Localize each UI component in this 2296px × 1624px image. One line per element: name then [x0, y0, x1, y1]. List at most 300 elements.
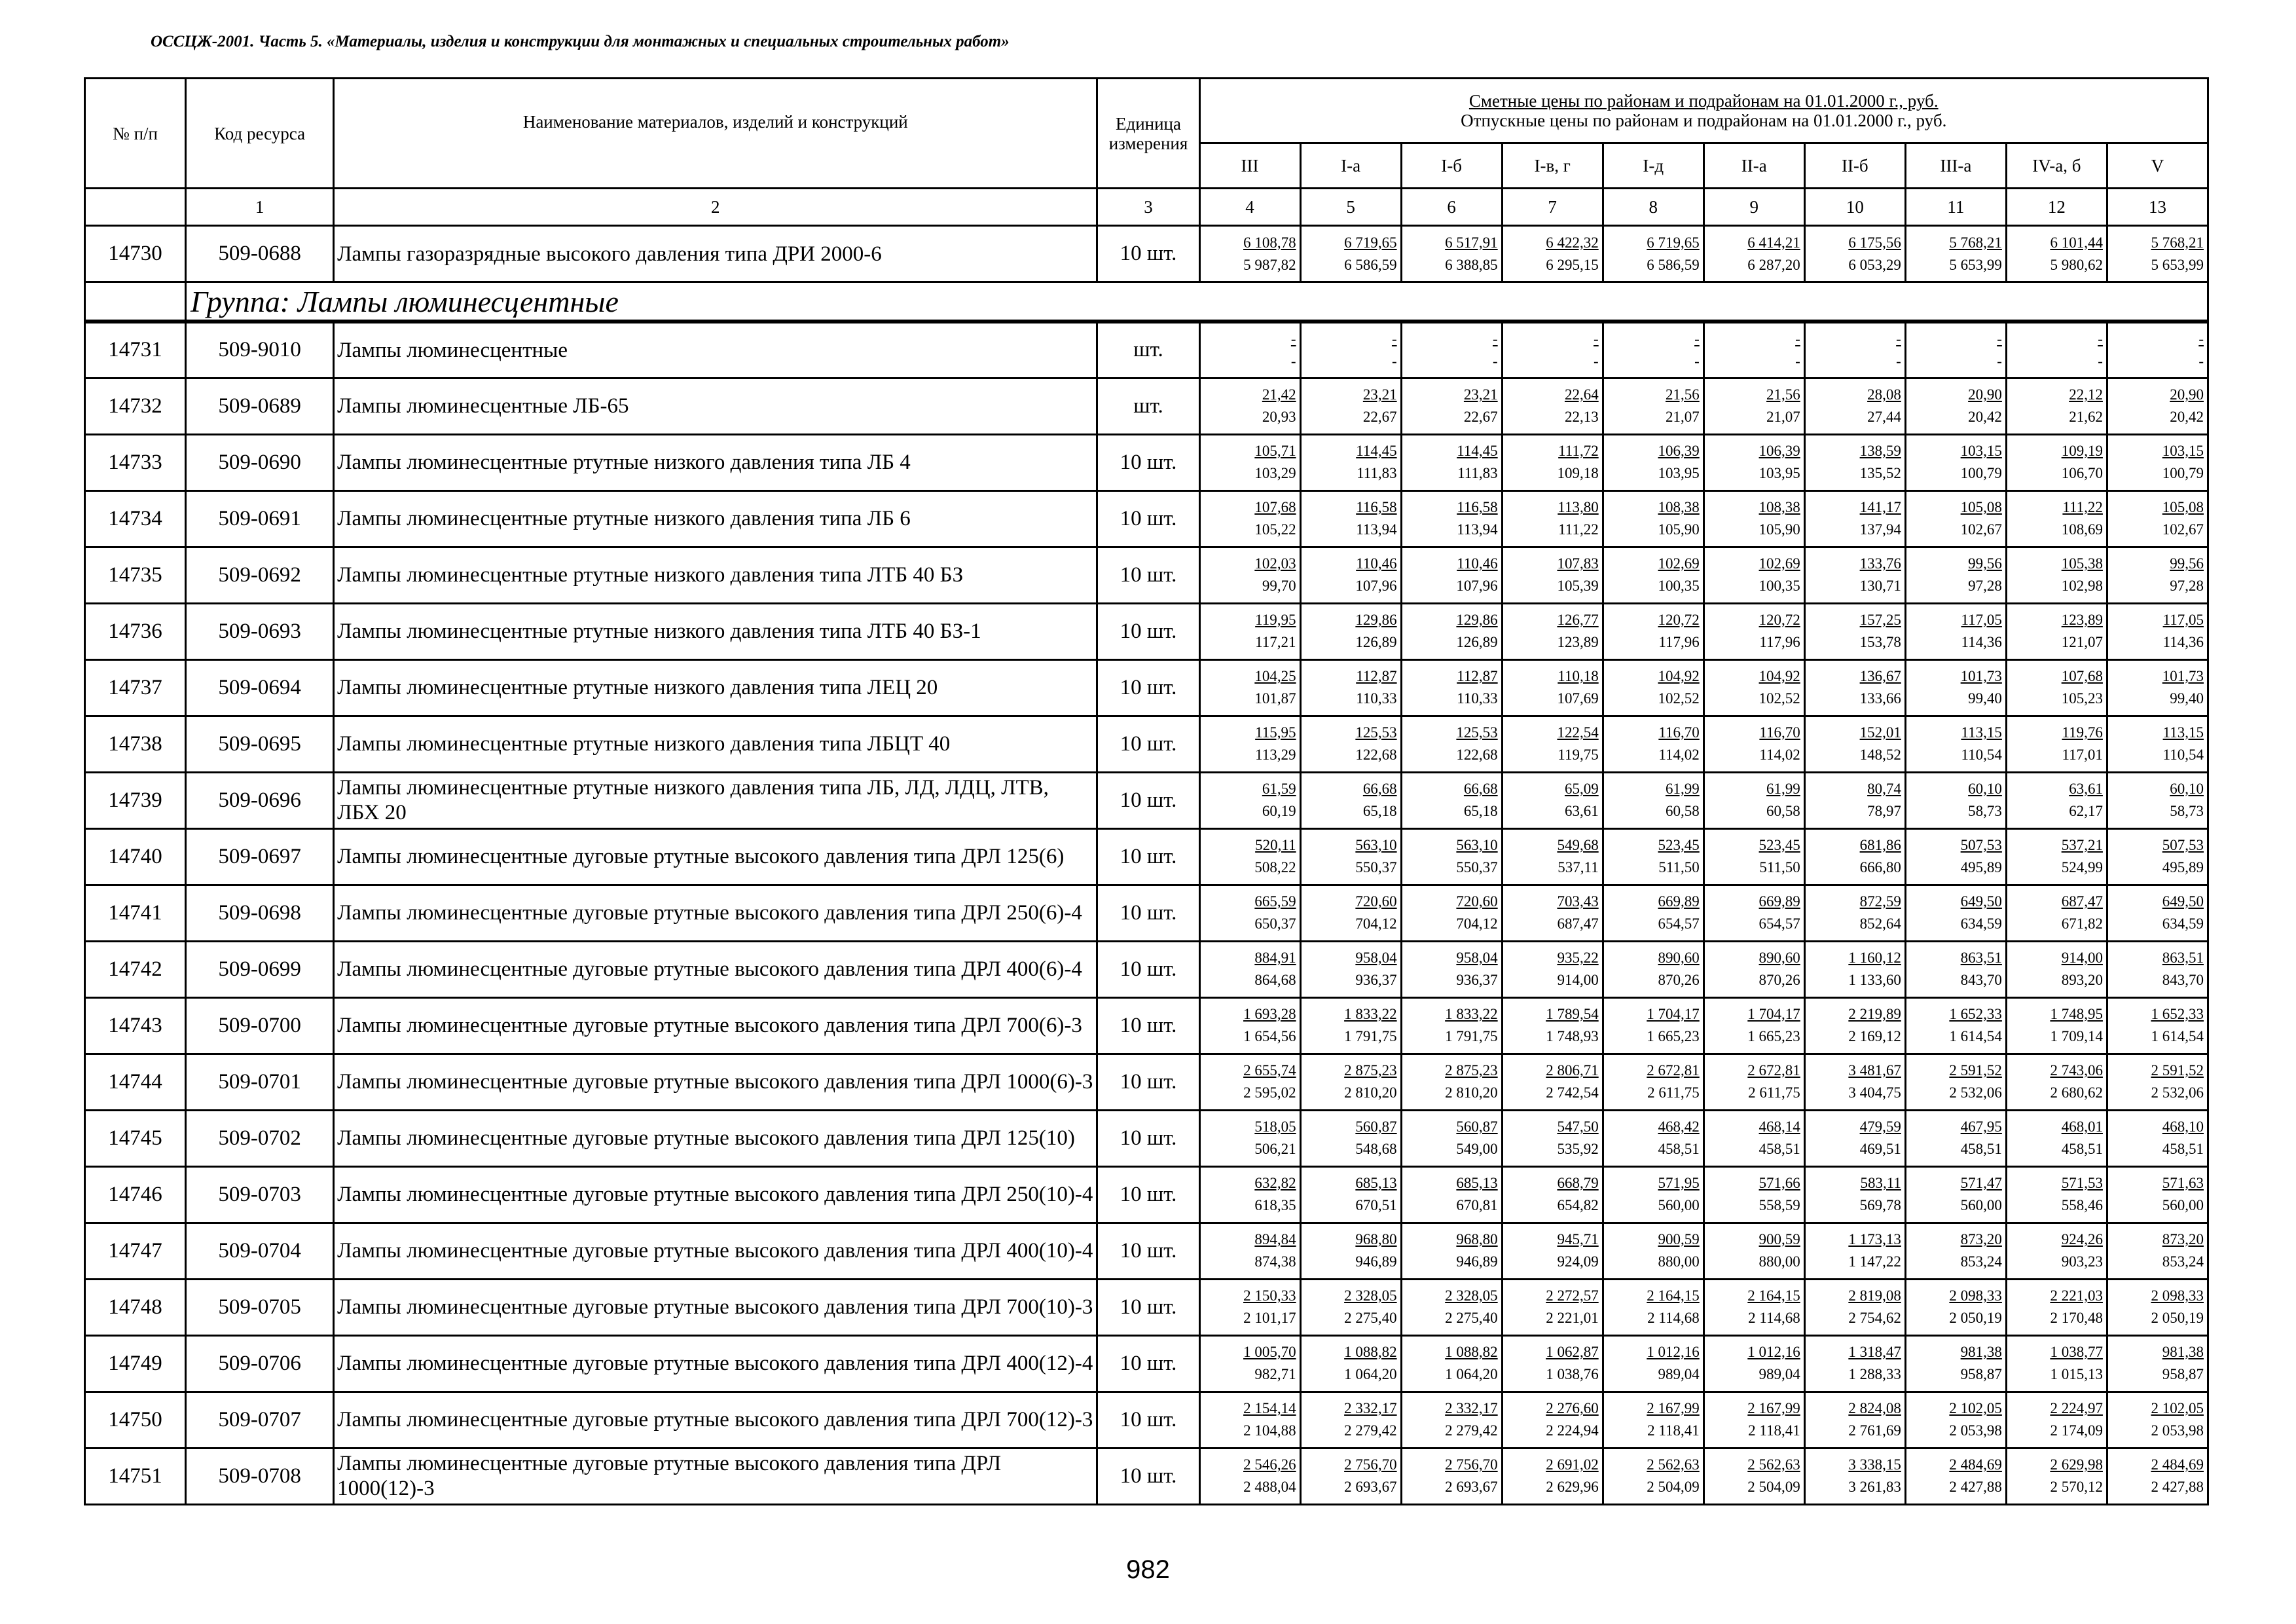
price-cell: [1199, 603, 1300, 659]
price-cell: [1502, 659, 1603, 716]
estimate-price: 873,20: [1960, 1231, 2002, 1247]
price-cell: [1603, 885, 1704, 941]
estimate-price: 549,68: [1557, 837, 1599, 853]
price-cell: [2006, 434, 2107, 490]
release-price: 2 488,04: [1243, 1479, 1296, 1495]
table-row: [85, 659, 2208, 716]
estimate-price: 935,22: [1557, 950, 1599, 966]
price-cell: [1401, 716, 1502, 772]
release-price: 121,07: [2061, 634, 2103, 650]
release-price: 958,87: [1960, 1366, 2002, 1382]
release-price: 1 614,54: [1949, 1028, 2002, 1044]
price-cell: [1704, 1448, 1804, 1504]
price-cell: [1199, 434, 1300, 490]
price-cell: [1804, 1166, 1905, 1223]
release-price: 634,59: [1960, 915, 2002, 932]
release-price: 5 980,62: [2050, 256, 2103, 273]
release-price: 2 427,88: [2151, 1479, 2204, 1495]
release-price: 495,89: [1960, 859, 2002, 876]
price-cell: [1804, 226, 1905, 282]
estimate-price: 2 743,06: [2050, 1062, 2103, 1079]
price-cell: [1905, 490, 2006, 547]
estimate-price: 61,59: [1262, 781, 1296, 797]
unit: 10 шт.: [1097, 1223, 1199, 1279]
item-name: Лампы люминесцентные дуговые ртутные высокого давления типа ДРЛ 400(10)-4: [334, 1223, 1097, 1279]
region-header: I-а: [1300, 143, 1401, 189]
price-cell: [2107, 226, 2208, 282]
row-number: 14738: [85, 716, 186, 772]
release-price: 2 279,42: [1445, 1422, 1498, 1439]
price-cell: [1401, 547, 1502, 603]
release-price: 946,89: [1355, 1253, 1397, 1270]
price-cell: [1502, 941, 1603, 997]
price-cell: [1905, 828, 2006, 885]
estimate-price: 129,86: [1456, 612, 1498, 628]
estimate-price: 2 819,08: [1848, 1287, 1901, 1304]
resource-code: 509-0688: [186, 226, 334, 282]
release-price: 109,18: [1557, 465, 1599, 481]
release-price: 1 038,76: [1546, 1366, 1599, 1382]
estimate-price: 863,51: [1960, 950, 2002, 966]
estimate-price: 1 062,87: [1546, 1344, 1599, 1360]
release-price: 3 261,83: [1848, 1479, 1901, 1495]
unit: 10 шт.: [1097, 885, 1199, 941]
estimate-price: 136,67: [1859, 668, 1901, 684]
price-cell: [1905, 1110, 2006, 1166]
estimate-price: 2 224,97: [2050, 1400, 2103, 1416]
region-header: III-а: [1905, 143, 2006, 189]
release-price: 874,38: [1254, 1253, 1296, 1270]
price-cell: [1905, 772, 2006, 828]
release-price: 126,89: [1355, 634, 1397, 650]
release-price: 864,68: [1254, 972, 1296, 988]
price-cell: [2006, 226, 2107, 282]
price-cell: [1603, 1054, 1704, 1110]
release-price: -: [2198, 352, 2204, 369]
price-cell: [1199, 547, 1300, 603]
release-price: 2 053,98: [2151, 1422, 2204, 1439]
price-cell: [1401, 1166, 1502, 1223]
release-price: 650,37: [1254, 915, 1296, 932]
row-number: 14733: [85, 434, 186, 490]
release-price: 5 653,99: [2151, 256, 2204, 273]
price-cell: [1300, 490, 1401, 547]
estimate-price: 571,66: [1758, 1175, 1800, 1191]
item-name: Лампы люминесцентные: [334, 322, 1097, 378]
price-cell: [2107, 772, 2208, 828]
estimate-price: 20,90: [2170, 386, 2204, 403]
price-cell: [2107, 1392, 2208, 1448]
estimate-price: 649,50: [2162, 893, 2204, 910]
price-cell: [1603, 1279, 1704, 1335]
price-cell: [1401, 434, 1502, 490]
price-cell: [1804, 603, 1905, 659]
price-cell: [1704, 885, 1804, 941]
unit: 10 шт.: [1097, 1054, 1199, 1110]
estimate-price: 102,69: [1658, 555, 1700, 572]
release-price: 135,52: [1859, 465, 1901, 481]
item-name: Лампы люминесцентные дуговые ртутные высокого давления типа ДРЛ 400(6)-4: [334, 941, 1097, 997]
resource-code: 509-0690: [186, 434, 334, 490]
estimate-price: 114,45: [1457, 443, 1498, 459]
release-price: 2 101,17: [1243, 1310, 1296, 1326]
price-cell: [1603, 1223, 1704, 1279]
table-row: [85, 885, 2208, 941]
estimate-price: 112,87: [1356, 668, 1397, 684]
estimate-price: 116,58: [1356, 499, 1397, 515]
release-price: 654,57: [1758, 915, 1800, 932]
estimate-price: 669,89: [1758, 893, 1800, 910]
column-number: 2: [334, 189, 1097, 226]
price-cell: [1300, 772, 1401, 828]
price-cell: [1905, 885, 2006, 941]
resource-code: 509-0693: [186, 603, 334, 659]
release-price: 20,93: [1262, 409, 1296, 425]
price-cell: [1603, 1110, 1704, 1166]
price-cell: [1502, 997, 1603, 1054]
estimate-price: 21,56: [1666, 386, 1700, 403]
price-cell: [1704, 1392, 1804, 1448]
estimate-price: 468,42: [1658, 1118, 1700, 1135]
estimate-price: 520,11: [1255, 837, 1296, 853]
price-cell: [1804, 1223, 1905, 1279]
release-price: 60,58: [1666, 803, 1700, 819]
estimate-price: 685,13: [1355, 1175, 1397, 1191]
estimate-price: 107,68: [1254, 499, 1296, 515]
price-cell: [1804, 1335, 1905, 1392]
estimate-price: 108,38: [1758, 499, 1800, 515]
release-price: 2 221,01: [1546, 1310, 1599, 1326]
row-number: 14739: [85, 772, 186, 828]
estimate-price: -: [1795, 330, 1800, 347]
release-price: 114,36: [1961, 634, 2002, 650]
release-price: 558,46: [2061, 1197, 2103, 1213]
estimate-price: 104,25: [1254, 668, 1296, 684]
release-price: 458,51: [1960, 1141, 2002, 1157]
release-price: 6 287,20: [1747, 256, 1800, 273]
price-cell: [1300, 1392, 1401, 1448]
price-cell: [1199, 1166, 1300, 1223]
row-number: 14730: [85, 226, 186, 282]
estimate-price: 114,45: [1356, 443, 1397, 459]
unit: 10 шт.: [1097, 490, 1199, 547]
estimate-price: 60,10: [1968, 781, 2002, 797]
table-row: [85, 1110, 2208, 1166]
estimate-price: 468,14: [1758, 1118, 1800, 1135]
price-cell: [2006, 659, 2107, 716]
estimate-price: 22,12: [2069, 386, 2103, 403]
header-prices: [1199, 79, 2208, 143]
row-number: 14735: [85, 547, 186, 603]
estimate-price: 113,80: [1558, 499, 1599, 515]
price-cell: [1300, 1335, 1401, 1392]
estimate-price: 468,10: [2162, 1118, 2204, 1135]
release-price: 704,12: [1355, 915, 1397, 932]
price-cell: [1603, 603, 1704, 659]
estimate-price: 110,18: [1558, 668, 1599, 684]
resource-code: 509-0703: [186, 1166, 334, 1223]
release-price: 107,96: [1456, 578, 1498, 594]
price-cell: [1704, 322, 1804, 378]
release-price: 2 114,68: [1647, 1310, 1700, 1326]
row-number: 14734: [85, 490, 186, 547]
estimate-price: 2 562,63: [1747, 1456, 1800, 1473]
estimate-price: 2 806,71: [1546, 1062, 1599, 1079]
price-cell: [1603, 547, 1704, 603]
region-header: I-в, г: [1502, 143, 1603, 189]
release-price: 117,96: [1658, 634, 1700, 650]
price-cell: [1199, 997, 1300, 1054]
estimate-price: 105,38: [2061, 555, 2103, 572]
region-header: IV-а, б: [2006, 143, 2107, 189]
price-cell: [1401, 659, 1502, 716]
estimate-price: 101,73: [1960, 668, 2002, 684]
estimate-price: 2 875,23: [1445, 1062, 1498, 1079]
release-price: 6 295,15: [1546, 256, 1599, 273]
release-price: 914,00: [1557, 972, 1599, 988]
price-cell: [1300, 997, 1401, 1054]
estimate-price: 120,72: [1658, 612, 1700, 628]
release-price: 903,23: [2061, 1253, 2103, 1270]
release-price: 107,69: [1557, 690, 1599, 707]
price-cell: [1502, 547, 1603, 603]
resource-code: 509-0708: [186, 1448, 334, 1504]
release-price: 458,51: [1758, 1141, 1800, 1157]
estimate-price: -: [1492, 330, 1498, 347]
resource-code: 509-0691: [186, 490, 334, 547]
release-price: 2 810,20: [1445, 1084, 1498, 1101]
estimate-price: 3 481,67: [1848, 1062, 1901, 1079]
estimate-price: 104,92: [1758, 668, 1800, 684]
price-cell: [1401, 885, 1502, 941]
release-price: 852,64: [1859, 915, 1901, 932]
release-price: -: [2098, 352, 2103, 369]
release-price: 2 053,98: [1949, 1422, 2002, 1439]
row-number: 14747: [85, 1223, 186, 1279]
estimate-price: 2 219,89: [1848, 1006, 1901, 1022]
estimate-price: 6 517,91: [1445, 234, 1498, 251]
estimate-price: 703,43: [1557, 893, 1599, 910]
resource-code: 509-0707: [186, 1392, 334, 1448]
price-cell: [1804, 434, 1905, 490]
price-cell: [1199, 1279, 1300, 1335]
estimate-price: 2 164,15: [1747, 1287, 1800, 1304]
unit: 10 шт.: [1097, 547, 1199, 603]
release-price: 110,54: [1961, 747, 2002, 763]
release-price: 654,82: [1557, 1197, 1599, 1213]
estimate-price: 116,58: [1457, 499, 1498, 515]
price-cell: [1502, 378, 1603, 434]
price-cell: [1401, 1335, 1502, 1392]
release-price: 114,02: [1658, 747, 1700, 763]
release-price: 62,17: [2069, 803, 2103, 819]
estimate-price: 2 629,98: [2050, 1456, 2103, 1473]
table-row: [85, 1335, 2208, 1392]
item-name: Лампы люминесцентные дуговые ртутные высокого давления типа ДРЛ 1000(12)-3: [334, 1448, 1097, 1504]
release-price: 843,70: [1960, 972, 2002, 988]
item-name: Лампы люминесцентные дуговые ртутные высокого давления типа ДРЛ 400(12)-4: [334, 1335, 1097, 1392]
release-price: -: [1594, 352, 1599, 369]
estimate-price: 20,90: [1968, 386, 2002, 403]
row-number: 14751: [85, 1448, 186, 1504]
price-cell: [1502, 885, 1603, 941]
release-price: 133,66: [1859, 690, 1901, 707]
estimate-price: 1 012,16: [1747, 1344, 1800, 1360]
release-price: 666,80: [1859, 859, 1901, 876]
price-cell: [2006, 1166, 2107, 1223]
price-cell: [1300, 659, 1401, 716]
price-cell: [1502, 1223, 1603, 1279]
price-cell: [1199, 772, 1300, 828]
unit: 10 шт.: [1097, 1335, 1199, 1392]
estimate-price: 507,53: [2162, 837, 2204, 853]
column-number: 7: [1502, 189, 1603, 226]
estimate-price: 863,51: [2162, 950, 2204, 966]
row-number: 14732: [85, 378, 186, 434]
release-price: 936,37: [1456, 972, 1498, 988]
unit: 10 шт.: [1097, 1166, 1199, 1223]
release-price: 634,59: [2162, 915, 2204, 932]
release-price: 103,95: [1758, 465, 1800, 481]
release-price: 880,00: [1758, 1253, 1800, 1270]
price-cell: [1704, 226, 1804, 282]
estimate-price: 108,38: [1658, 499, 1700, 515]
resource-code: 509-0696: [186, 772, 334, 828]
price-cell: [1199, 226, 1300, 282]
estimate-price: 2 167,99: [1747, 1400, 1800, 1416]
release-price: 558,59: [1758, 1197, 1800, 1213]
price-cell: [1502, 1335, 1603, 1392]
estimate-price: 507,53: [1960, 837, 2002, 853]
estimate-price: 111,22: [2062, 499, 2103, 515]
item-name: Лампы люминесцентные ртутные низкого давления типа ЛБ 4: [334, 434, 1097, 490]
estimate-price: 2 102,05: [2151, 1400, 2204, 1416]
release-price: 117,21: [1255, 634, 1296, 650]
release-price: 853,24: [2162, 1253, 2204, 1270]
release-price: 958,87: [2162, 1366, 2204, 1382]
estimate-price: 583,11: [1860, 1175, 1901, 1191]
estimate-price: 80,74: [1867, 781, 1901, 797]
price-cell: [1905, 1054, 2006, 1110]
estimate-price: 5 768,21: [2151, 234, 2204, 251]
header-unit: Единица измерения: [1097, 79, 1199, 189]
column-number-empty: [85, 189, 186, 226]
estimate-price: 924,26: [2061, 1231, 2103, 1247]
release-price: 2 693,67: [1445, 1479, 1498, 1495]
region-header: II-б: [1804, 143, 1905, 189]
release-price: 670,81: [1456, 1197, 1498, 1213]
estimate-price: 523,45: [1658, 837, 1700, 853]
release-price: 550,37: [1355, 859, 1397, 876]
price-cell: [1401, 322, 1502, 378]
release-price: 110,54: [2162, 747, 2204, 763]
estimate-price: 2 098,33: [1949, 1287, 2002, 1304]
release-price: 511,50: [1759, 859, 1800, 876]
estimate-price: 129,86: [1355, 612, 1397, 628]
release-price: 130,71: [1859, 578, 1901, 594]
release-price: 105,22: [1254, 521, 1296, 538]
price-cell: [1905, 1223, 2006, 1279]
price-cell: [1804, 659, 1905, 716]
price-cell: [2006, 547, 2107, 603]
estimate-price: 1 173,13: [1848, 1231, 1901, 1247]
unit: шт.: [1097, 322, 1199, 378]
release-price: 458,51: [2162, 1141, 2204, 1157]
price-table: [84, 77, 2209, 1505]
price-cell: [1199, 828, 1300, 885]
estimate-price: 1 789,54: [1546, 1006, 1599, 1022]
price-cell: [1199, 885, 1300, 941]
estimate-price: 2 154,14: [1243, 1400, 1296, 1416]
estimate-price: 2 562,63: [1647, 1456, 1700, 1473]
release-price: 113,29: [1255, 747, 1296, 763]
estimate-price: 685,13: [1456, 1175, 1498, 1191]
price-cell: [1603, 716, 1704, 772]
release-price: 2 532,06: [2151, 1084, 2204, 1101]
price-cell: [2107, 490, 2208, 547]
price-cell: [1401, 941, 1502, 997]
release-price: 100,79: [1960, 465, 2002, 481]
price-cell: [1502, 828, 1603, 885]
release-price: -: [1997, 352, 2002, 369]
unit: 10 шт.: [1097, 772, 1199, 828]
release-price: 58,73: [2170, 803, 2204, 819]
price-cell: [2006, 1223, 2107, 1279]
estimate-price: -: [1391, 330, 1397, 347]
price-cell: [1401, 226, 1502, 282]
column-number: 4: [1199, 189, 1300, 226]
estimate-price: 687,47: [2061, 893, 2103, 910]
release-price: 2 050,19: [1949, 1310, 2002, 1326]
estimate-price: 2 272,57: [1546, 1287, 1599, 1304]
price-cell: [1804, 1054, 1905, 1110]
release-price: 618,35: [1254, 1197, 1296, 1213]
release-price: 105,23: [2061, 690, 2103, 707]
item-name: Лампы газоразрядные высокого давления типа ДРИ 2000-6: [334, 226, 1097, 282]
release-price: 560,00: [2162, 1197, 2204, 1213]
release-price: 110,33: [1457, 690, 1498, 707]
estimate-price: -: [1997, 330, 2002, 347]
release-price: 560,00: [1658, 1197, 1700, 1213]
release-price: 548,68: [1355, 1141, 1397, 1157]
resource-code: 509-0697: [186, 828, 334, 885]
region-header: III: [1199, 143, 1300, 189]
release-price: 2 810,20: [1344, 1084, 1397, 1101]
price-cell: [1401, 1054, 1502, 1110]
unit: шт.: [1097, 378, 1199, 434]
estimate-price: 1 652,33: [1949, 1006, 2002, 1022]
release-price: 22,13: [1564, 409, 1599, 425]
estimate-price: 6 719,65: [1647, 234, 1700, 251]
release-price: 2 224,94: [1546, 1422, 1599, 1439]
release-price: 101,87: [1254, 690, 1296, 707]
release-price: 1 064,20: [1344, 1366, 1397, 1382]
price-cell: [1502, 226, 1603, 282]
release-price: 22,67: [1463, 409, 1498, 425]
release-price: 1 665,23: [1747, 1028, 1800, 1044]
estimate-price: 2 672,81: [1747, 1062, 1800, 1079]
price-cell: [2107, 603, 2208, 659]
release-price: 6 586,59: [1344, 256, 1397, 273]
release-price: 2 118,41: [1647, 1422, 1700, 1439]
price-cell: [1502, 1448, 1603, 1504]
estimate-price: 2 756,70: [1344, 1456, 1397, 1473]
price-cell: [2006, 1335, 2107, 1392]
estimate-price: 665,59: [1254, 893, 1296, 910]
estimate-price: 1 088,82: [1445, 1344, 1498, 1360]
price-cell: [1704, 378, 1804, 434]
estimate-price: 894,84: [1254, 1231, 1296, 1247]
